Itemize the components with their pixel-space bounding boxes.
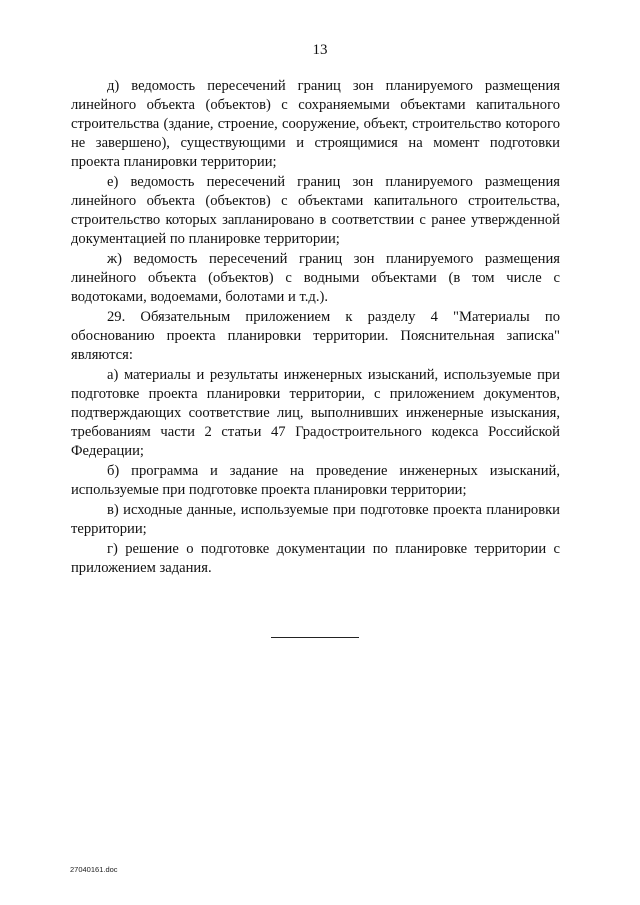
paragraph-b-survey-program: б) программа и задание на проведение инженерных изысканий, используемые при подготовке проекта планировки территории; <box>71 463 560 498</box>
paragraph-d-intersections-preserved: д) ведомость пересечений границ зон планируемого размещения линейного объекта (объектов) с сохраняемыми объектами капитального строительства (здание, строение, сооружение, объект, строительство которого не завершено), существующими и строящимися на момент подготовки проекта планировки территории; <box>71 78 560 170</box>
end-divider-line <box>271 637 359 638</box>
footer-filename: 27040161.doc <box>70 865 118 874</box>
paragraph-zh-intersections-water: ж) ведомость пересечений границ зон планируемого размещения линейного объекта (объектов) с водными объектами (в том числе с водотоками, водоемами, болотами и т.д.). <box>71 251 560 305</box>
paragraph-29-mandatory-appendix: 29. Обязательным приложением к разделу 4 "Материалы по обоснованию проекта планировки территории. Пояснительная записка" являются: <box>71 309 560 363</box>
paragraph-g-planning-decision: г) решение о подготовке документации по планировке территории с приложением задания. <box>71 541 560 576</box>
paragraph-e-intersections-planned: е) ведомость пересечений границ зон планируемого размещения линейного объекта (объектов) с объектами капитального строительства, строительство которых запланировано в соответствии с ранее утвержденной документацией по планировке территории; <box>71 174 560 247</box>
paragraph-v-initial-data: в) исходные данные, используемые при подготовке проекта планировки территории; <box>71 502 560 537</box>
paragraph-a-survey-materials: а) материалы и результаты инженерных изысканий, используемые при подготовке проекта планировки территории, с приложением документов, подтверждающих соответствие лиц, выполнивших инженерные изыскания, требованиям части 2 статьи 47 Градостроительного кодекса Российской Федерации; <box>71 367 560 459</box>
page-number: 13 <box>312 42 328 58</box>
document-body <box>71 77 560 578</box>
